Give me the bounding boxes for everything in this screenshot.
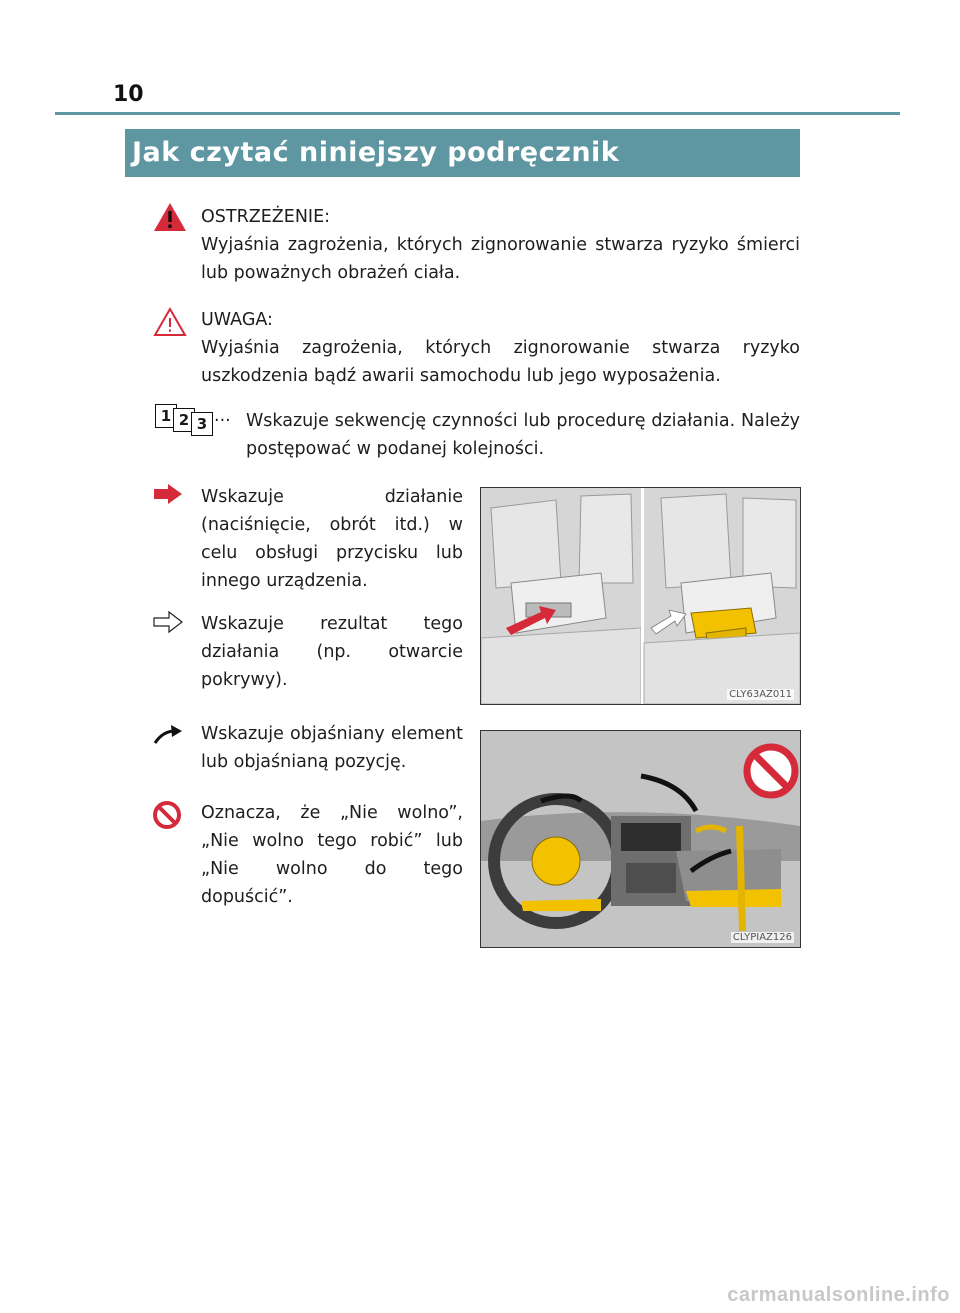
sequence-digit-1: 1 xyxy=(155,404,177,428)
action-arrow-text: Wskazuje działanie (naciśnięcie, obrót itd.) w celu obsługi przycisku lub innego urządzenia. xyxy=(201,487,463,591)
warning-triangle-icon xyxy=(152,201,188,233)
sequence-digit-2: 2 xyxy=(173,408,195,432)
footer-watermark: carmanualsonline.info xyxy=(727,1284,950,1306)
caution-heading: UWAGA: xyxy=(201,310,273,330)
sequence-digit-3: 3 xyxy=(191,412,213,436)
sequence-dots: ··· xyxy=(214,411,231,431)
page-number: 10 xyxy=(113,82,144,107)
seat-armrest-illustration xyxy=(480,487,801,705)
seat-image-code: CLY63AZ011 xyxy=(729,689,792,700)
curved-pointer-arrow-icon xyxy=(153,723,183,745)
sequence-text: Wskazuje sekwencję czynności lub procedurę działania. Należy postępować w podanej kolejności. xyxy=(246,411,800,459)
page-title: Jak czytać niniejszy podręcznik xyxy=(125,129,800,177)
dashboard-image-code: CLYPIAZ126 xyxy=(732,932,792,943)
dashboard-airbag-illustration xyxy=(480,730,801,948)
prohibition-icon xyxy=(152,800,182,830)
header-rule xyxy=(55,112,900,115)
caution-triangle-icon xyxy=(152,306,188,338)
sequence-number-icon xyxy=(155,404,221,434)
solid-red-arrow-icon xyxy=(153,483,183,505)
warning-text: Wyjaśnia zagrożenia, których zignorowanie stwarza ryzyko śmierci lub poważnych obrażeń ciała. xyxy=(201,235,800,283)
seat-armrest-drawing xyxy=(481,488,800,704)
dashboard-drawing xyxy=(481,731,800,947)
result-arrow-text: Wskazuje rezultat tego działania (np. otwarcie pokrywy). xyxy=(201,614,463,690)
prohibition-text: Oznacza, że „Nie wolno”, „Nie wolno tego robić” lub „Nie wolno do tego dopuścić”. xyxy=(201,803,463,907)
caution-text: Wyjaśnia zagrożenia, których zignorowanie stwarza ryzyko uszkodzenia bądź awarii samochodu lub jego wyposażenia. xyxy=(201,338,800,386)
warning-heading: OSTRZEŻENIE: xyxy=(201,207,331,227)
outline-arrow-icon xyxy=(153,610,183,634)
pointer-arrow-text: Wskazuje objaśniany element lub objaśnianą pozycję. xyxy=(201,724,463,772)
